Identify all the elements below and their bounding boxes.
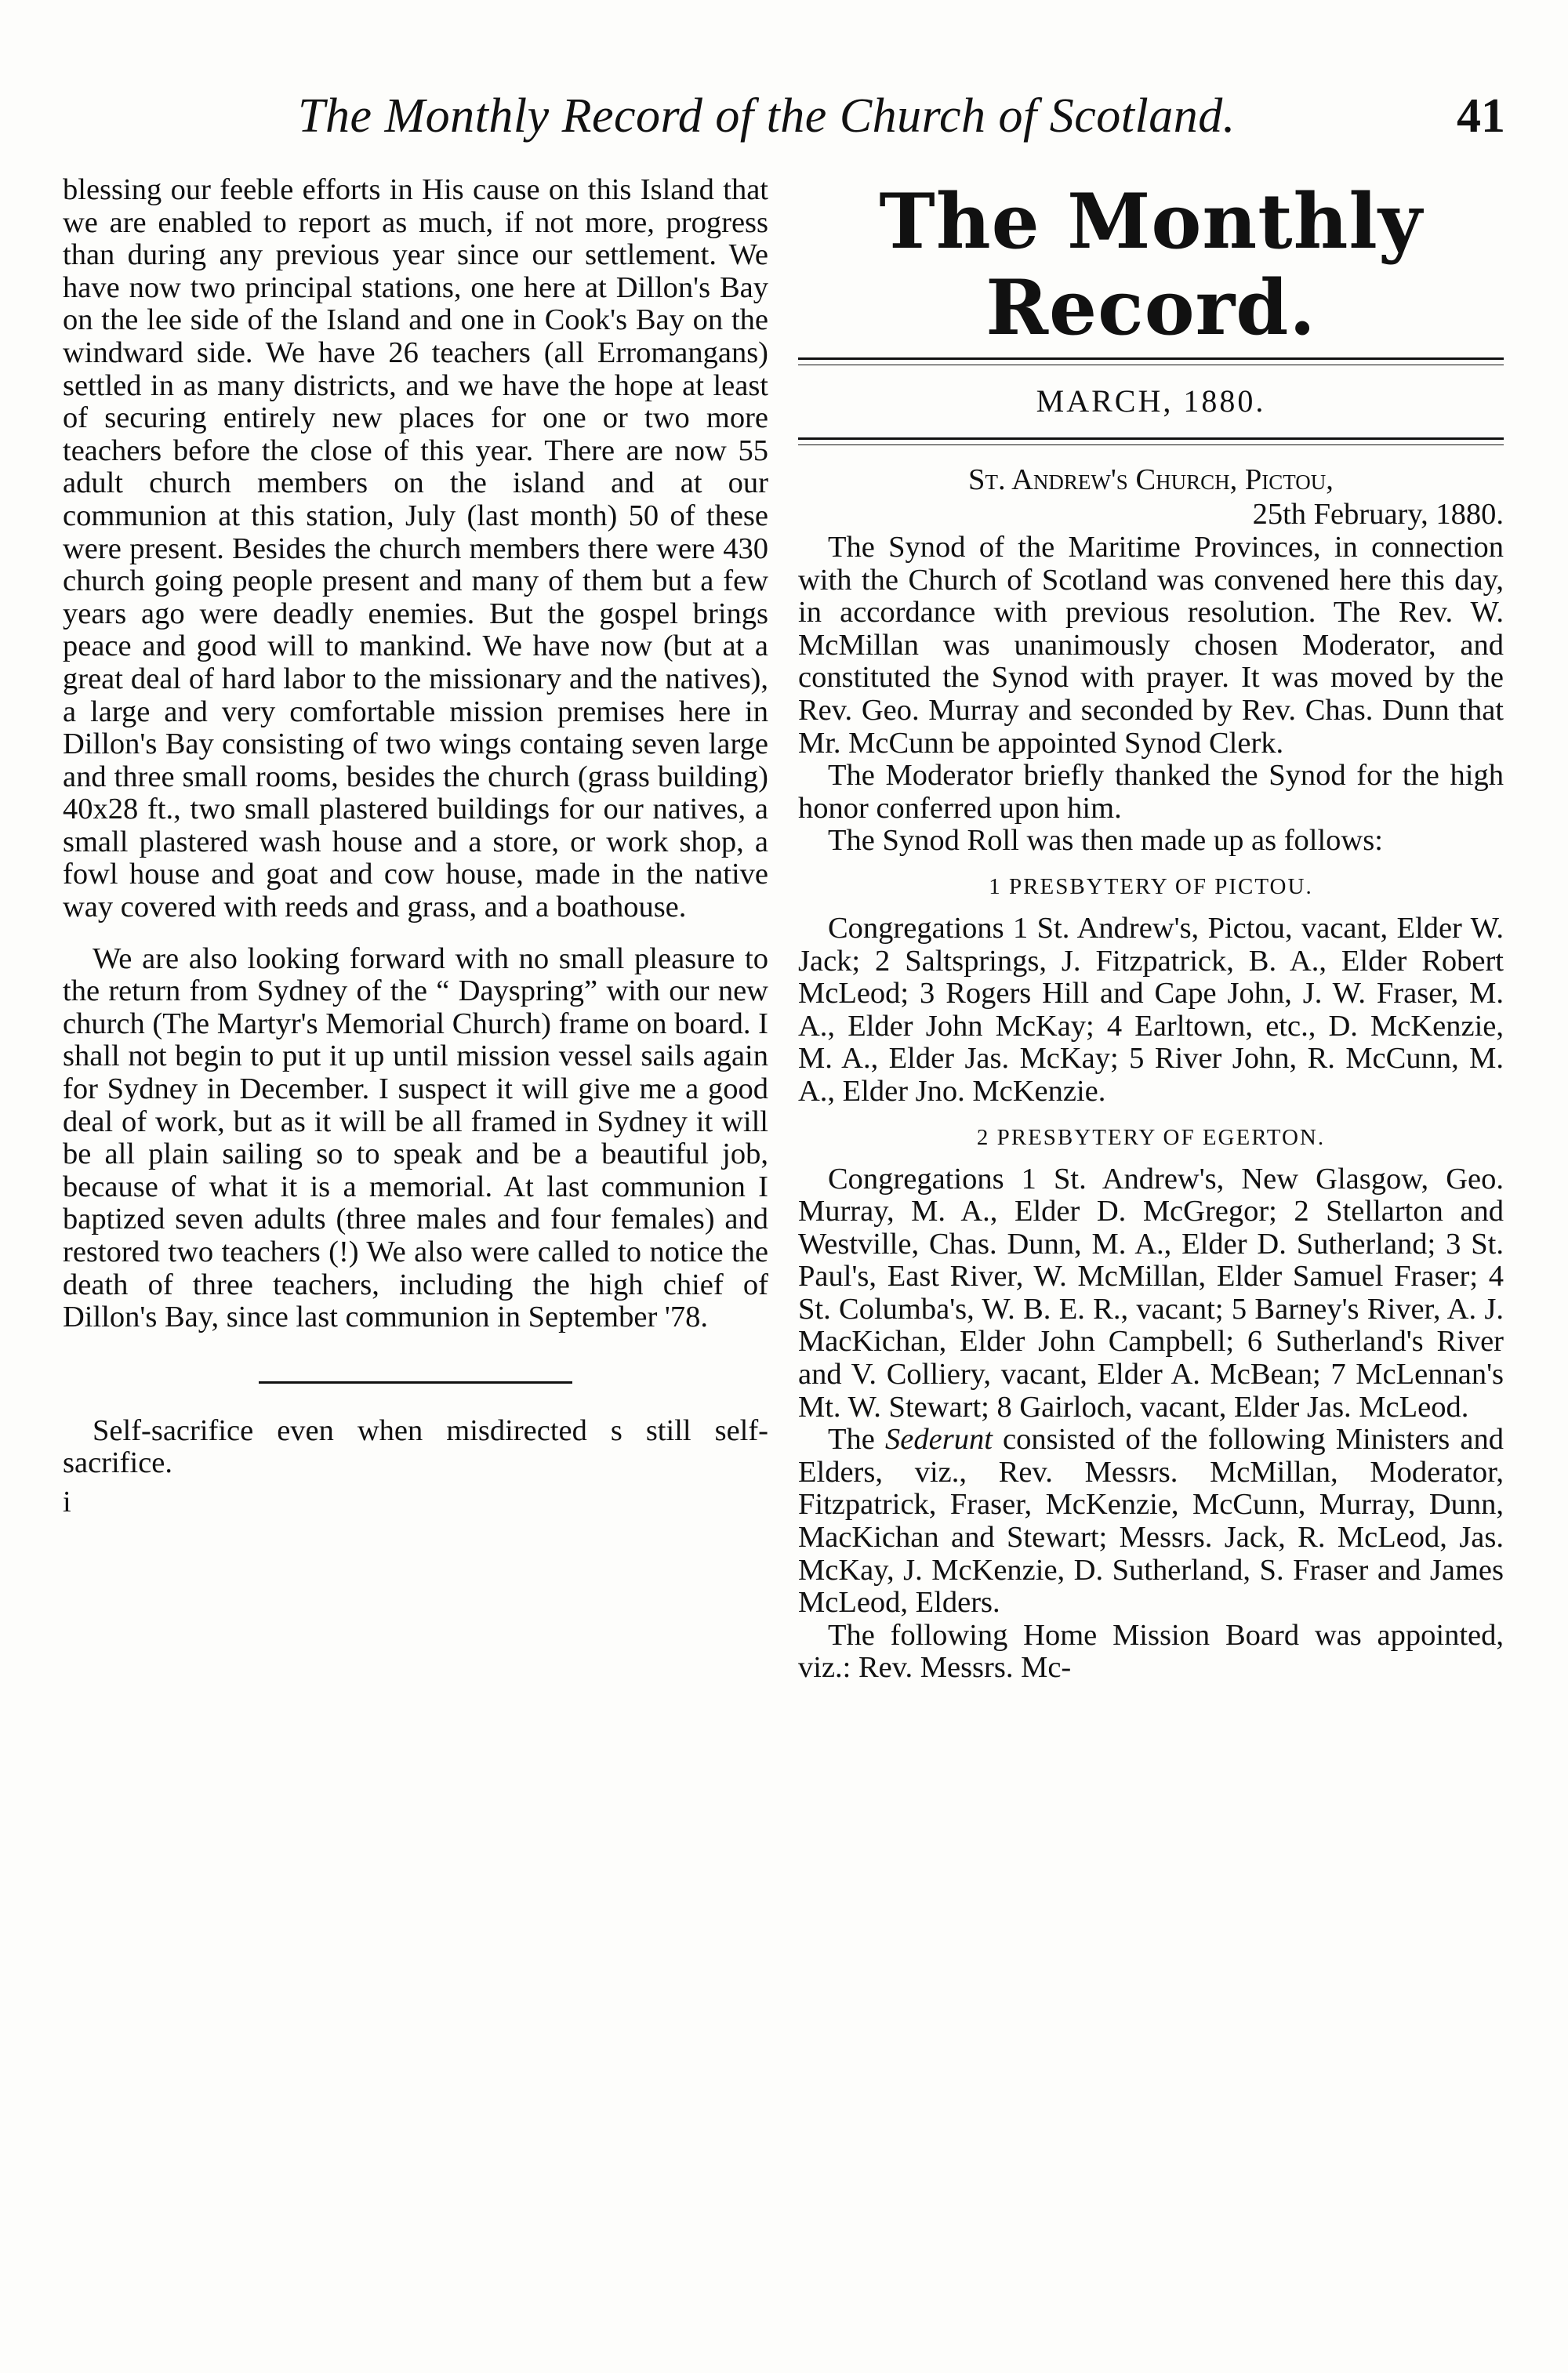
presbytery-egerton-heading: 2 PRESBYTERY OF EGERTON. [976,1124,1326,1150]
sederunt-lead: The [828,1423,886,1457]
presbytery-pictou-heading: 1 PRESBYTERY OF PICTOU. [989,873,1313,899]
left-paragraph-2: We are also looking forward with no small pleasure to the return from Sydney of the “ Dayspring” with our new church (The Martyr's Memorial Church) frame on board. I shall not begin to put it up until mission vessel sails again for Sydney in December. I suspect it will give me a good deal of work, but as it will be all framed in Sydney it will be all plain sailing so to speak and be a beautiful job, because of what it is a memorial. At last communion I baptized seven adults (three males and four females) and restored two teachers (!) We also were called to notice the death of three teachers, including the high chief of Dillon's Bay, since last communion in September '78. [63,942,768,1334]
right-paragraph-1: The Synod of the Maritime Provinces, in connection with the Church of Scotland was convened here this day, in accordance with previous resolution. The Rev. W. McMillan was unanimously chosen Moderator, and constituted the Synod with prayer. It was moved by the Rev. Geo. Murray and seconded by Rev. Chas. Dunn that Mr. McCunn be appointed Synod Clerk. [798,531,1504,760]
filler-mark: i [63,1485,71,1519]
right-column [798,179,1504,1685]
masthead-title: The Monthly Record. [879,177,1423,352]
report-date: 25th February, 1880. [1252,498,1504,531]
issue-dateline: MARCH, 1880. [1036,383,1266,419]
report-place: St. Andrew's Church, Pictou, [968,463,1334,496]
page-number: 41 [1457,89,1505,143]
sederunt-term: Sederunt [885,1423,993,1457]
masthead-rule-bottom [798,437,1504,445]
left-column [63,174,768,1519]
section-divider [259,1381,572,1384]
running-title: The Monthly Record of the Church of Scotland. [298,89,1236,143]
right-paragraph-3: The Synod Roll was then made up as follows: [828,824,1383,858]
sederunt-rest: consisted of the following Ministers and Elders, viz., Rev. Messrs. McMillan, Moderator, Fitzpatrick, Fraser, McKenzie, McCunn, Murray, Dunn, MacKichan and Stewart; Messrs. Jack, R. McLeod, Jas. McKay, J. McKenzie, D. Sutherland, S. Fraser and James McLeod, Elders. [798,1423,1504,1620]
presbytery-egerton-roll: Congregations 1 St. Andrew's, New Glasgow, Geo. Murray, M. A., Elder D. McGregor; 2 Stellarton and Westville, Chas. Dunn, M. A., Elder D. Sutherland; 3 St. Paul's, East River, W. McMillan, Elder Samuel Fraser; 4 St. Columba's, W. B. E. R., vacant; 5 Barney's River, A. J. MacKichan, Elder John Campbell; 6 Sutherland's River and V. Colliery, vacant, Elder A. McBean; 7 McLennan's Mt. W. Stewart; 8 Gairloch, vacant, Elder Jas. McLeod. [798,1162,1504,1424]
home-mission-paragraph: The following Home Mission Board was appointed, viz.: Rev. Messrs. Mc- [798,1618,1504,1685]
left-paragraph-1: blessing our feeble efforts in His cause on this Island that we are enabled to report as much, if not more, progress than during any previous year since our settlement. We have now two principal stations, one here at Dillon's Bay on the lee side of the Island and one in Cook's Bay on the windward side. We have 26 teachers (all Erromangans) settled in as many districts, and we have the hope at least of securing entirely new places for one or two more teachers before the close of this year. There are now 55 adult church members on the island and at our communion at this station, July (last month) 50 of these were present. Besides the church members there were 430 church going people present and many of them but a few years ago were deadly enemies. But the gospel brings peace and good will to mankind. We have now (but at a great deal of hard labor to the missionary and the natives), a large and very comfortable mission premises here in Dillon's Bay consisting of two wings containg seven large and three small rooms, besides the church (grass building) 40x28 ft., two small plastered buildings for our natives, a small plastered wash house and a store, or work shop, a fowl house and goat and cow house, made in the native way covered with reeds and grass, and a boathouse. [63,173,768,924]
presbytery-pictou-roll: Congregations 1 St. Andrew's, Pictou, vacant, Elder W. Jack; 2 Saltsprings, J. Fitzpatrick, B. A., Elder Robert McLeod; 3 Rogers Hill and Cape John, J. W. Fraser, M. A., Elder John McKay; 4 Earltown, etc., D. McKenzie, M. A., Elder Jas. McKay; 5 River John, R. McCunn, M. A., Elder Jno. McKenzie. [798,911,1504,1108]
sederunt-paragraph [798,1424,1504,1620]
filler-note: Self-sacrifice even when misdirected s still self-sacrifice. [63,1413,768,1480]
running-head [298,85,1505,147]
masthead-rule-top [798,357,1504,365]
right-paragraph-2: The Moderator briefly thanked the Synod for the high honor conferred upon him. [798,759,1504,825]
